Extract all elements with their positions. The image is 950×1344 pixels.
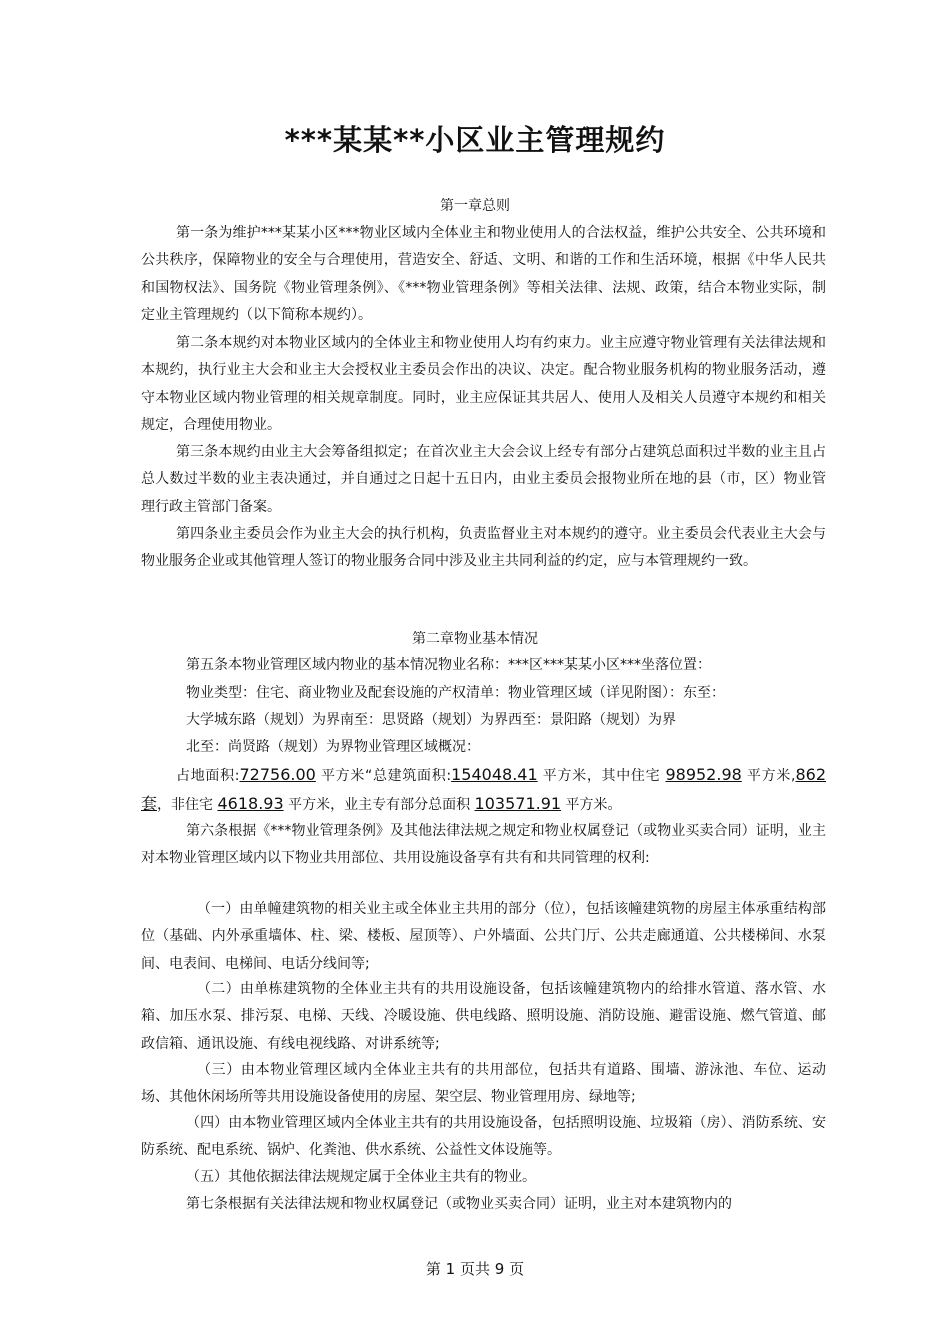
chapter-1-heading: 第一章总则 (440, 198, 510, 214)
item-5: （五）其他依据法律法规规定属于全体业主共有的物业。 (186, 1169, 536, 1185)
item-1: （一）由单幢建筑物的相关业主或全体业主共用的部分（位），包括该幢建筑物的房屋主体承重结构部位（基础、内外承重墙体、柱、梁、楼板、屋顶等）、户外墙面、公共门厅、公共走廊通道、公共楼梯间、水泵间、电表间、电梯间、电话分线间等; (141, 901, 826, 972)
article-5-line-3: 大学城东路（规划）为界南至：思贤路（规划）为界西至：景阳路（规划）为界 (186, 712, 676, 728)
page-number: 第 1 页共 9 页 (425, 1260, 525, 1278)
article-6: 第六条根据《***物业管理条例》及其他法律法规之规定和物业权属登记（或物业买卖合同）证明，业主对本物业管理区域内以下物业共用部位、共用设施设备享有共有和共同管理的权利: (141, 823, 826, 867)
nonresidential-label: ，非住宅 (157, 797, 214, 814)
land-area-value: 72756.00 (239, 765, 316, 784)
article-4: 第四条业主委员会作为业主大会的执行机构，负责监督业主对本规约的遵守。业主委员会代表业主大会与物业服务企业或其他管理人签订的物业服务合同中涉及业主共同利益的约定，应与本管理规约一致。 (141, 526, 826, 570)
article-5-line-1: 第五条本物业管理区域内物业的基本情况物业名称：***区***某某小区***坐落位置： (186, 657, 711, 673)
residential-area-value: 98952.98 (665, 765, 742, 784)
residential-area-label: 平方米，其中住宅 (542, 768, 661, 784)
article-5-line-2: 物业类型：住宅、商业物业及配套设施的产权清单：物业管理区域（详见附图）：东至： (186, 685, 725, 701)
article-7-start: 第七条根据有关法律法规和物业权属登记（或物业买卖合同）证明，业主对本建筑物内的 (186, 1196, 732, 1212)
item-2: （二）由单栋建筑物的全体业主共有的共用设施设备，包括该幢建筑物内的给排水管道、落水管、水箱、加压水泵、排污泵、电梯、天线、冷暖设施、供电线路、照明设施、消防设施、避雷设施、燃气管道、邮政信箱、通讯设施、有线电视线路、对讲系统等; (141, 981, 826, 1052)
nonresidential-area-value: 4618.93 (217, 794, 284, 814)
document-title: ***某某**小区业主管理规约 (284, 123, 666, 157)
item-4: （四）由本物业管理区域内全体业主共有的共用设施设备，包括照明设施、垃圾箱（房）、消防系统、安防系统、配电系统、锅炉、化粪池、供水系统、公益性文体设施等。 (141, 1115, 826, 1159)
exclusive-area-unit: 平方米。 (565, 797, 622, 814)
article-5-line-4: 北至：尚贤路（规划）为界物业管理区域概况： (186, 739, 480, 755)
article-1: 第一条为维护***某某小区***物业区域内全体业主和物业使用人的合法权益，维护公共安全、公共环境和公共秩序，保障物业的安全与合理使用，营造安全、舒适、文明、和谐的工作和生活环境，根据《中华人民共和国物权法》、国务院《物业管理条例》、《***物业管理条例》等相关法律、法规、政策，结合本物业实际，制定业主管理规约（以下简称本规约）。 (141, 225, 826, 324)
land-area-label: 占地面积: (176, 768, 240, 784)
total-area-value: 154048.41 (451, 765, 538, 784)
article-2: 第二条本规约对本物业区域内的全体业主和物业使用人均有约束力。业主应遵守物业管理有关法律法规和本规约，执行业主大会和业主大会授权业主委员会作出的决议、决定。配合物业服务机构的物业服务活动，遵守本物业区域内物业管理的相关规章制度。同时，业主应保证其共居人、使用人及相关人员遵守本规约和相关规定，合理使用物业。 (141, 335, 826, 434)
residential-sets-value: 862 套 (141, 765, 826, 814)
article-3: 第三条本规约由业主大会筹备组拟定；在首次业主大会会议上经专有部分占建筑总面积过半数的业主且占总人数过半数的业主表决通过，并自通过之日起十五日内，由业主委员会报物业所在地的县（市，区）物业管理行政主管部门备案。 (141, 444, 826, 515)
exclusive-area-value: 103571.91 (474, 794, 562, 814)
total-area-label: 平方米“总建筑面积: (320, 768, 452, 784)
item-3: （三）由本物业管理区域内全体业主共有的共用部位，包括共有道路、围墙、游泳池、车位、运动场、其他休闲场所等共用设施设备使用的房屋、架空层、物业管理用房、绿地等; (141, 1062, 826, 1106)
area-summary (141, 761, 826, 820)
residential-unit: 平方米, (746, 768, 796, 784)
exclusive-area-label: 平方米，业主专有部分总面积 (288, 797, 471, 814)
chapter-2-heading: 第二章物业基本情况 (412, 631, 538, 647)
